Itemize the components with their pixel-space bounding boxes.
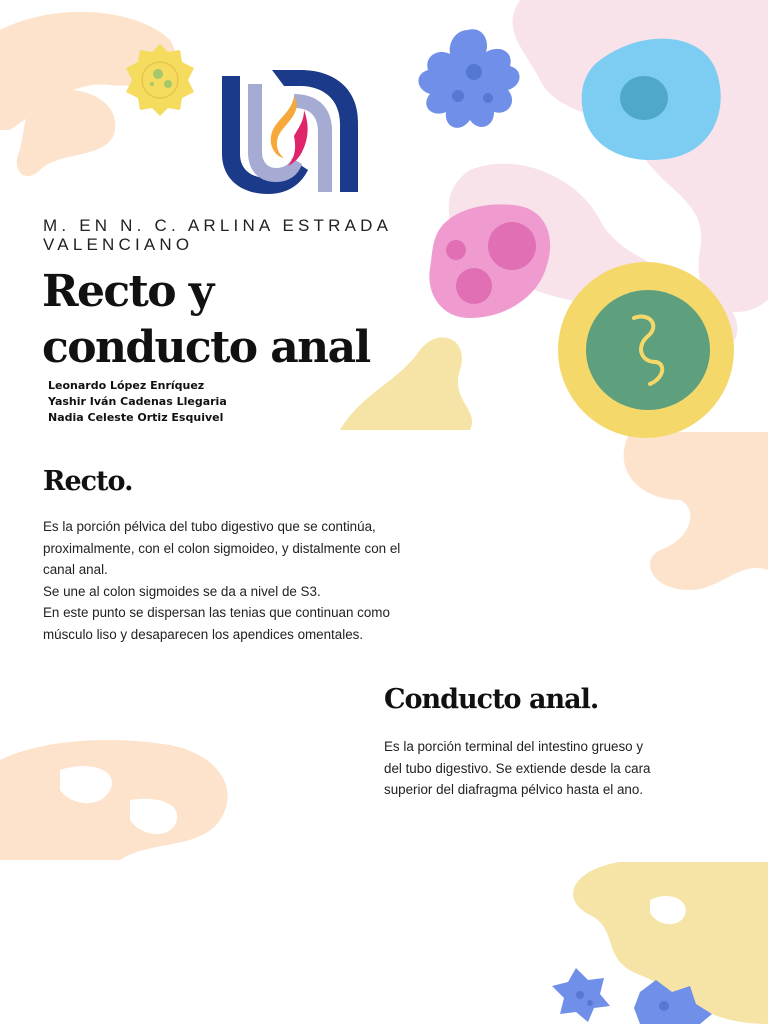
blue-star-germ-icon bbox=[552, 968, 712, 1024]
yellow-green-cell-icon bbox=[558, 262, 734, 438]
team-member: Nadia Celeste Ortiz Esquivel bbox=[48, 411, 224, 424]
team-member: Leonardo López Enríquez bbox=[48, 379, 205, 392]
blue-spiky-germ-icon bbox=[418, 29, 519, 128]
recto-section-text bbox=[43, 516, 423, 646]
team-member: Yashir Iván Cadenas Llegaria bbox=[48, 395, 227, 408]
conducto-anal-section-title: Conducto anal. bbox=[384, 684, 599, 715]
pink-cell-icon bbox=[429, 204, 550, 318]
recto-paragraph: Es la porción pélvica del tubo digestivo que se continúa, proximalmente, con el colon sigmoideo, y distalmente con el canal anal. bbox=[43, 519, 401, 578]
team-list bbox=[48, 378, 227, 426]
university-logo bbox=[212, 66, 368, 196]
recto-paragraph: En este punto se dispersan las tenias que continuan como músculo liso y desaparecen los apendices omentales. bbox=[43, 605, 390, 642]
yellow-germ-icon bbox=[126, 44, 194, 116]
conducto-anal-section-text: Es la porción terminal del intestino grueso y del tubo digestivo. Se extiende desde la cara superior del diafragma pélvico hasta el ano. bbox=[384, 739, 651, 798]
title-line-2: conducto anal bbox=[42, 322, 370, 373]
recto-paragraph: Se une al colon sigmoides se da a nivel de S3. bbox=[43, 583, 321, 599]
title-line-1: Recto y bbox=[42, 266, 213, 317]
cyan-cell-icon bbox=[582, 39, 721, 160]
author-name: M. EN N. C. ARLINA ESTRADA VALENCIANO bbox=[43, 216, 392, 254]
recto-section-title: Recto. bbox=[43, 466, 133, 497]
page-title bbox=[42, 264, 422, 376]
